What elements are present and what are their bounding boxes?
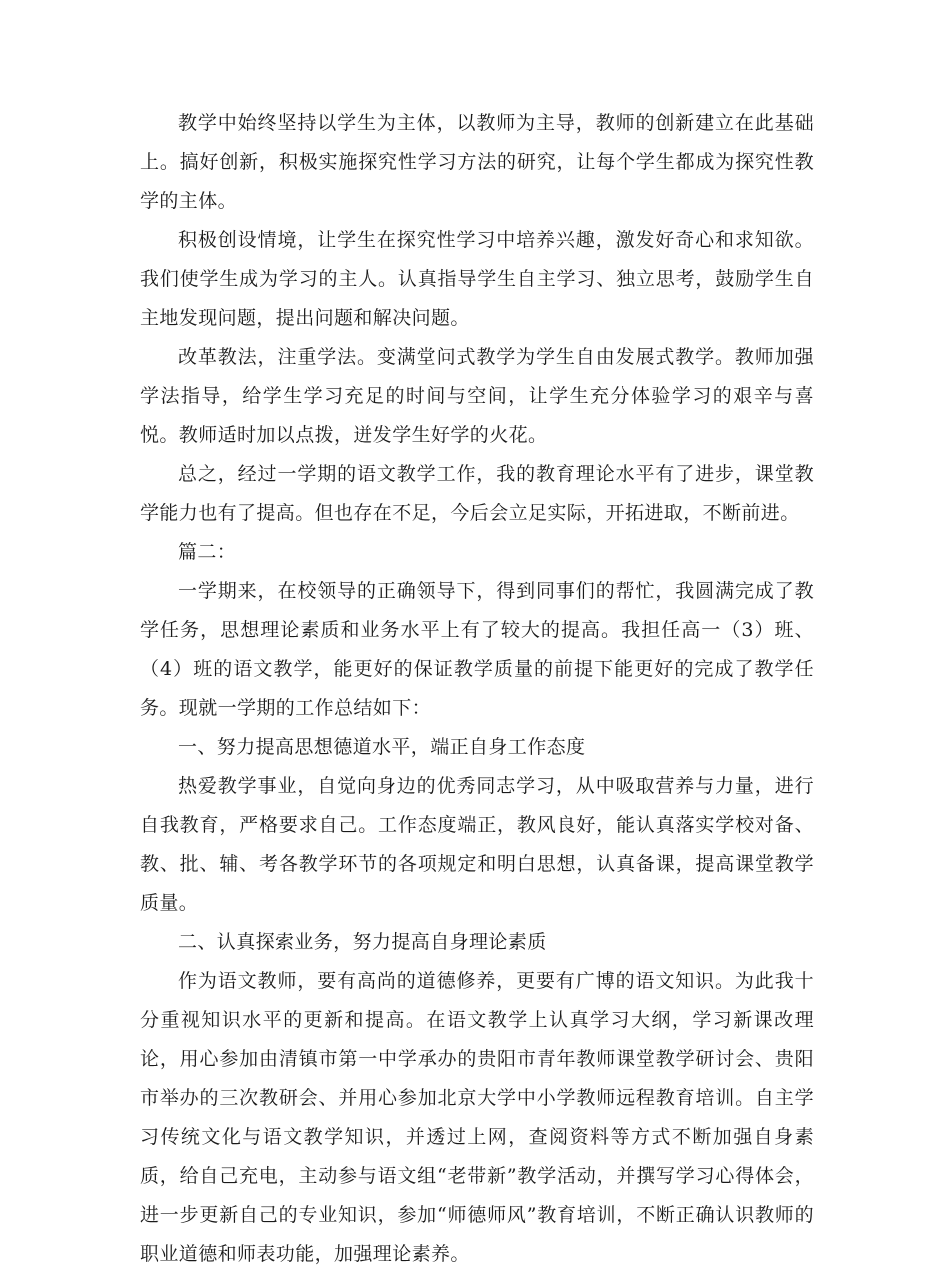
document-body [140,104,814,1274]
paragraph-inquiry-context: 积极创设情境，让学生在探究性学习中培养兴趣，激发好奇心和求知欲。我们使学生成为学习的主人。认真指导学生自主学习、独立思考，鼓励学生自主地发现问题，提出问题和解决问题。 [140,229,814,329]
paragraph-student-centered: 教学中始终坚持以学生为主体，以教师为主导，教师的创新建立在此基础上。搞好创新，积极实施探究性学习方法的研究，让每个学生都成为探究性教学的主体。 [140,112,814,212]
paragraph-summary: 总之，经过一学期的语文教学工作，我的教育理论水平有了进步，课堂教学能力也有了提高。但也存在不足，今后会立足实际，开拓进取，不断前进。 [140,463,814,524]
paragraph-teaching-reform: 改革教法，注重学法。变满堂问式教学为学生自由发展式教学。教师加强学法指导，给学生学习充足的时间与空间，让学生充分体验学习的艰辛与喜悦。教师适时加以点拨，迸发学生好学的火花。 [140,346,814,446]
paragraph-professional-growth: 作为语文教师，要有高尚的道德修养，更要有广博的语文知识。为此我十分重视知识水平的更新和提高。在语文教学上认真学习大纲，学习新课改理论，用心参加由清镇市第一中学承办的贵阳市青年教师课堂教学研讨会、贵阳市举办的三次教研会、并用心参加北京大学中小学教师远程教育培训。自主学习传统文化与语文教学知识，并透过上网，查阅资料等方式不断加强自身素质，给自己充电，主动参与语文组“老带新”教学活动，并撰写学习心得体会，进一步更新自己的专业知识，参加“师德师风”教育培训，不断正确认识教师的职业道德和师表功能，加强理论素养。 [140,970,814,1265]
heading-moral-level: 一、努力提高思想德道水平，端正自身工作态度 [178,736,586,758]
paragraph-semester-overview: 一学期来，在校领导的正确领导下，得到同事们的帮忙，我圆满完成了教学任务，思想理论素质和业务水平上有了较大的提高。我担任高一（3）班、（4）班的语文教学，能更好的保证教学质量的前提下能更好的完成了教学任务。现就一学期的工作总结如下： [140,580,814,719]
heading-theory-quality: 二、认真探索业务，努力提高自身理论素质 [178,931,547,953]
section-heading-part-two: 篇二： [178,541,237,563]
paragraph-work-attitude: 热爱教学事业，自觉向身边的优秀同志学习，从中吸取营养与力量，进行自我教育，严格要求自己。工作态度端正，教风良好，能认真落实学校对备、教、批、辅、考各教学环节的各项规定和明白思想，认真备课，提高课堂教学质量。 [140,775,814,914]
